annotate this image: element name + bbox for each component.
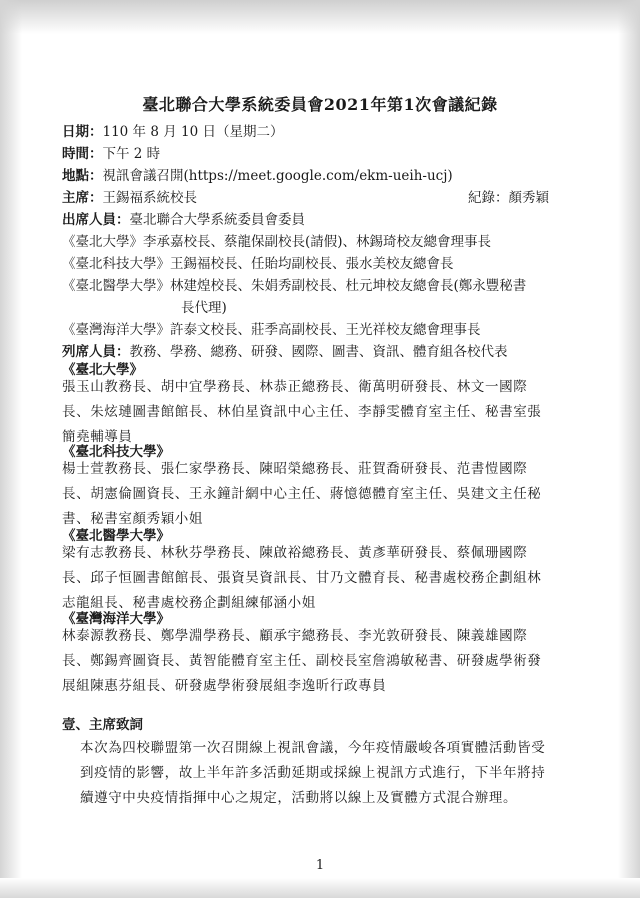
section-heading-chair-speech: 壹、主席致詞 [62,717,143,733]
page-shadow-left [0,0,22,898]
page-shadow-top [0,0,640,34]
chair-line [62,187,197,209]
attendee-line: 《臺北科技大學》王錫福校長、任貽均副校長、張水美校友總會長 [62,256,454,272]
chair-label: 主席： [62,190,103,206]
section-body-chair-speech [80,736,600,811]
time-label: 時間： [62,146,103,162]
school-body-ntpu [62,375,602,450]
page-shadow-bottom [0,878,640,898]
school-body-ntut [62,457,602,532]
school-heading-ntpu: 《臺北大學》 [62,362,143,378]
school-line: 簡堯輔導員 [62,429,133,445]
school-heading-ntou: 《臺灣海洋大學》 [62,611,170,627]
date-value: 110 年 8 月 10 日（星期二） [102,124,284,140]
location-label: 地點： [62,168,103,184]
attendee-line: 長代理) [181,300,227,316]
attendees-line [62,209,305,231]
school-line: 張玉山教務長、胡中宜學務長、林恭正總務長、衛萬明研發長、林文一國際 [62,379,528,395]
date-label: 日期： [62,124,103,140]
time-line [62,143,160,165]
observers-value: 教務、學務、總務、研發、國際、圖書、資訊、體育組各校代表 [129,344,508,360]
school-heading-tmu: 《臺北醫學大學》 [62,528,170,544]
attendees-value: 臺北聯合大學系統委員會委員 [129,212,305,228]
document-title: 臺北聯合大學系統委員會2021年第1次會議紀錄 [142,95,498,114]
location-line [62,165,453,187]
date-line [62,121,284,143]
school-body-ntou [62,624,602,699]
attendee-line: 《臺北醫學大學》林建煌校長、朱娟秀副校長、杜元坤校友總會長(鄭永豐秘書 [62,278,527,294]
school-line: 梁有志教務長、林秋芬學務長、陳啟裕總務長、黃彥華研發長、蔡佩珊國際 [62,545,528,561]
section-line: 續遵守中央疫情指揮中心之規定，活動將以線上及實體方式混合辦理。 [80,790,518,806]
time-value: 下午 2 時 [102,146,161,162]
location-value: 視訊會議召開(https://meet.google.com/ekm-ueih-ucj) [102,168,453,184]
chair-value: 王錫福系統校長 [102,190,197,206]
school-line: 楊士萱教務長、張仁家學務長、陳昭榮總務長、莊賀喬研發長、范書愷國際 [62,461,528,477]
school-line: 長、朱炫璉圖書館館長、林伯星資訊中心主任、李靜雯體育室主任、秘書室張 [62,404,542,420]
observers-label: 列席人員： [62,344,130,360]
section-line: 到疫情的影響，故上半年許多活動延期或採線上視訊方式進行，下半年將持 [80,765,546,781]
page-number: 1 [315,858,325,873]
school-line: 長、鄭錫齊圖資長、黃智能體育室主任、副校長室詹鴻敏秘書、研發處學術發 [62,653,542,669]
school-line: 志龍組長、秘書處校務企劃組練郁涵小姐 [62,595,316,611]
page-shadow-right [618,0,640,898]
attendee-line: 《臺北大學》李承嘉校長、蔡龍保副校長(請假)、林錫琦校友總會理事長 [62,234,492,250]
school-body-tmu [62,541,602,616]
school-line: 展組陳惠芬組長、研發處學術發展組李逸昕行政專員 [62,678,387,694]
school-line: 林泰源教務長、鄭學淵學務長、顧承宇總務長、李光敦研發長、陳義雄國際 [62,628,528,644]
school-line: 長、邱子恒圖書館館長、張資昊資訊長、甘乃文體育長、秘書處校務企劃組林 [62,570,542,586]
section-line: 本次為四校聯盟第一次召開線上視訊會議，今年疫情嚴峻各項實體活動皆受 [80,740,546,756]
school-line: 書、秘書室顏秀穎小姐 [62,511,203,527]
school-line: 長、胡憲倫圖資長、王永鐘計網中心主任、蔣憶德體育室主任、吳建文主任秘 [62,486,542,502]
recorder: 紀錄：顏秀穎 [468,190,549,206]
attendees-label: 出席人員： [62,212,130,228]
attendee-line: 《臺灣海洋大學》許泰文校長、莊季高副校長、王光祥校友總會理事長 [62,322,481,338]
school-heading-ntut: 《臺北科技大學》 [62,444,170,460]
